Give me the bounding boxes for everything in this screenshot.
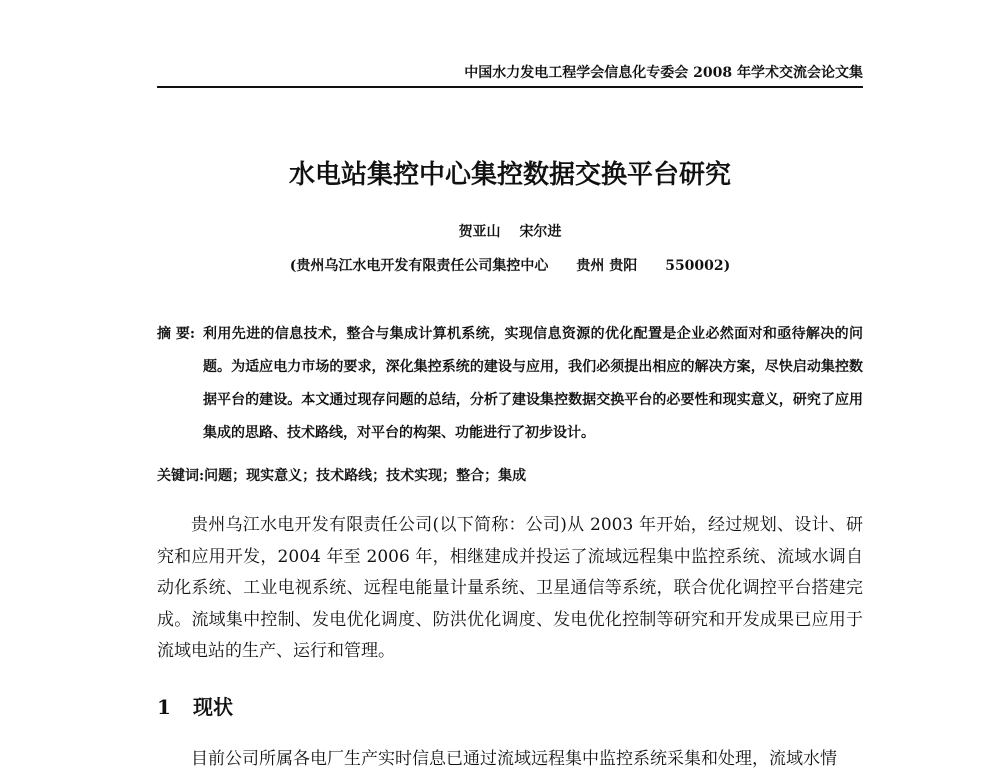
section-heading: [157, 694, 863, 720]
paper-title: 水电站集控中心集控数据交换平台研究: [288, 160, 731, 190]
affiliation: (贵州乌江水电开发有限责任公司集控中心 贵州 贵阳 550002): [289, 258, 731, 274]
author-name: 宋尔进: [519, 224, 562, 240]
section-number: 1: [157, 695, 171, 719]
section-title: 现状: [193, 695, 233, 719]
abstract-text: 利用先进的信息技术，整合与集成计算机系统，实现信息资源的优化配置是企业必然面对和亟待解决的问题。为适应电力市场的要求，深化集控系统的建设与应用，我们必须提出相应的解决方案，尽快启动集控数据平台的建设。本文通过现存问题的总结，分析了建设集控数据交换平台的必要性和现实意义，研究了应用集成的思路、技术路线，对平台的构架、功能进行了初步设计。: [203, 326, 863, 441]
keywords: [157, 466, 863, 486]
running-header: 中国水力发电工程学会信息化专委会 2008 年学术交流会论文集: [464, 65, 863, 81]
keywords-text: 问题；现实意义；技术路线；技术实现；整合；集成: [204, 468, 527, 484]
abstract: [157, 318, 863, 450]
author-list: [157, 222, 863, 242]
section-paragraph: 目前公司所属各电厂生产实时信息已通过流域远程集中监控系统采集和处理，流域水情: [191, 749, 837, 769]
abstract-label: 摘 要:: [157, 326, 196, 342]
keywords-label: 关键词:: [157, 468, 205, 484]
intro-paragraph: 贵州乌江水电开发有限责任公司(以下简称：公司)从 2003 年开始，经过规划、设计、研究和应用开发，2004 年至 2006 年，相继建成并投运了流域远程集中监控系统、流域水调自动化系统、工业电视系统、远程电能量计量系统、卫星通信等系统，联合优化调控平台搭建完成。流域集中控制、发电优化调度、防洪优化调度、发电优化控制等研究和开发成果已应用于流域电站的生产、运行和管理。: [157, 515, 863, 661]
header-rule: [157, 86, 863, 88]
author-name: 贺亚山: [458, 224, 501, 240]
